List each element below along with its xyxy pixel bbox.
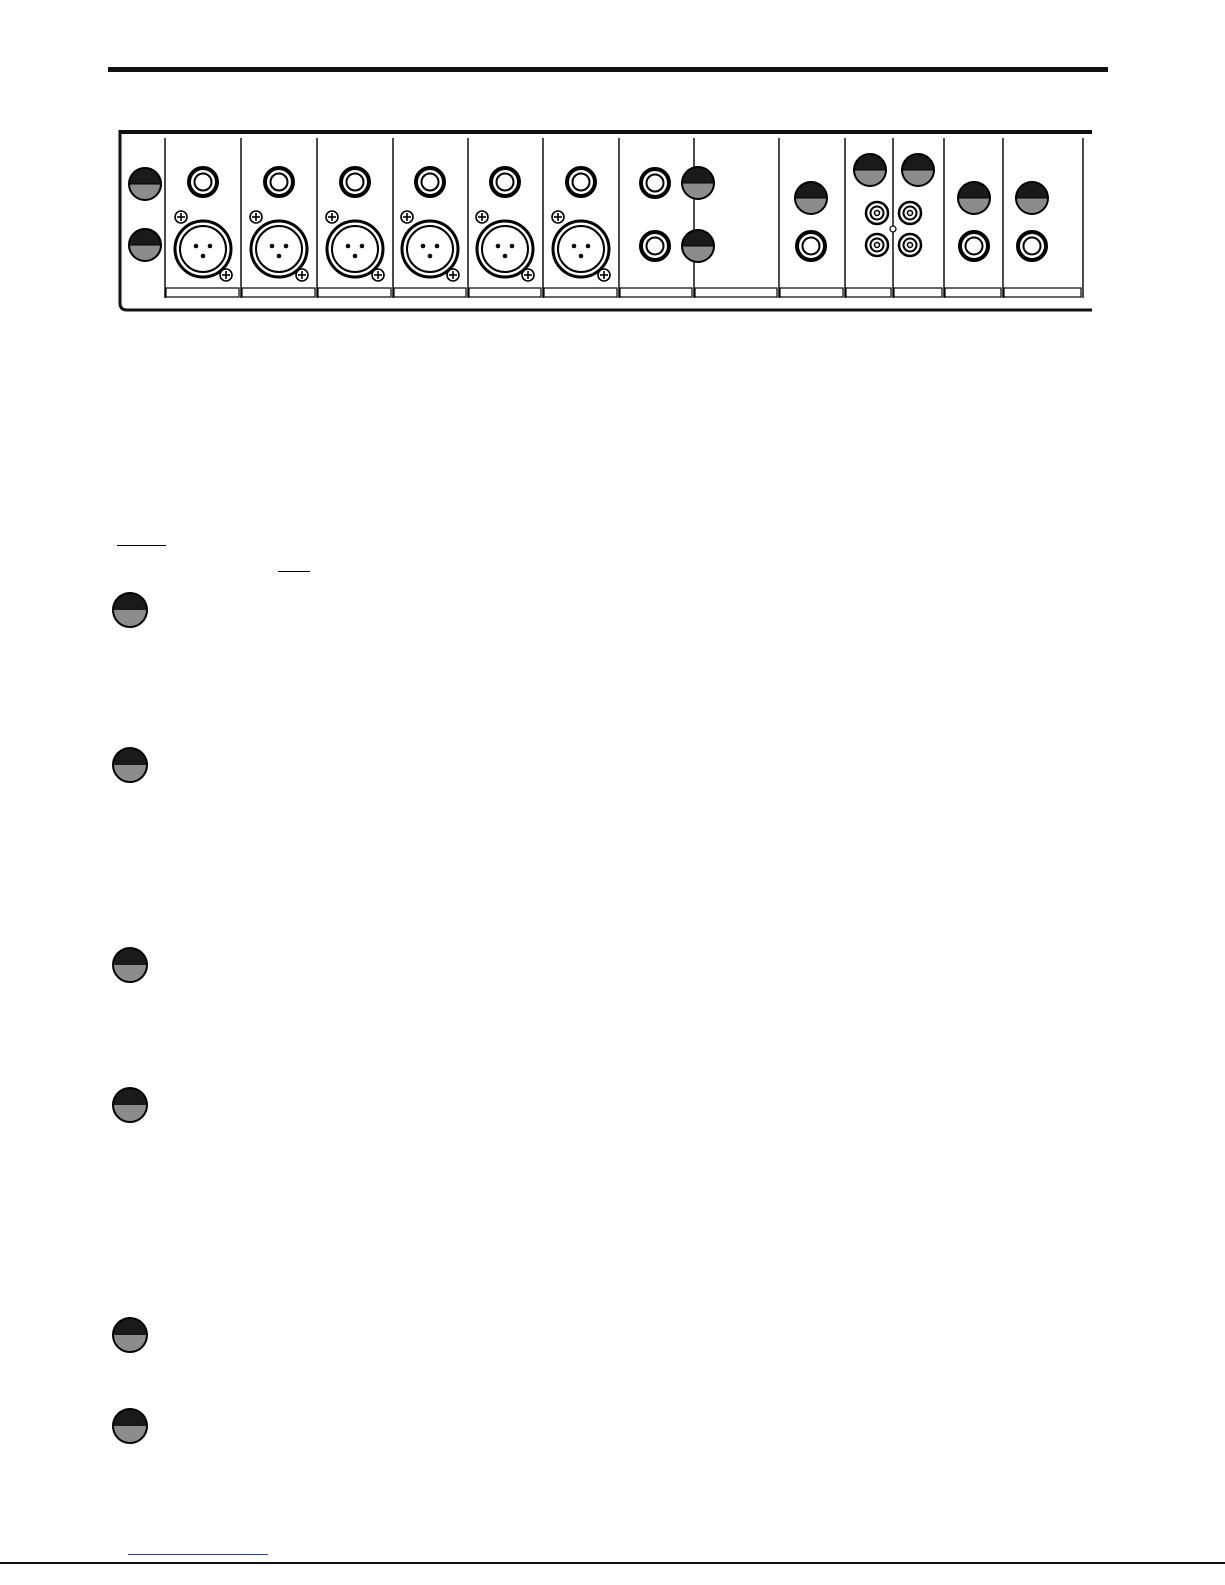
callout-item (110, 1085, 150, 1125)
callout-item (110, 1406, 150, 1446)
footer-rule (0, 1562, 1225, 1564)
callout-marker-icon (110, 945, 150, 985)
callout-marker-icon (110, 1085, 150, 1125)
footer-link[interactable] (128, 1554, 268, 1555)
callout-item (110, 945, 150, 985)
callout-item (110, 590, 150, 630)
callout-item (110, 1315, 150, 1355)
callout-item (110, 745, 150, 785)
callout-marker-icon (110, 590, 150, 630)
callout-marker-icon (110, 1315, 150, 1355)
callout-marker-icon (110, 745, 150, 785)
callout-marker-icon (110, 1406, 150, 1446)
